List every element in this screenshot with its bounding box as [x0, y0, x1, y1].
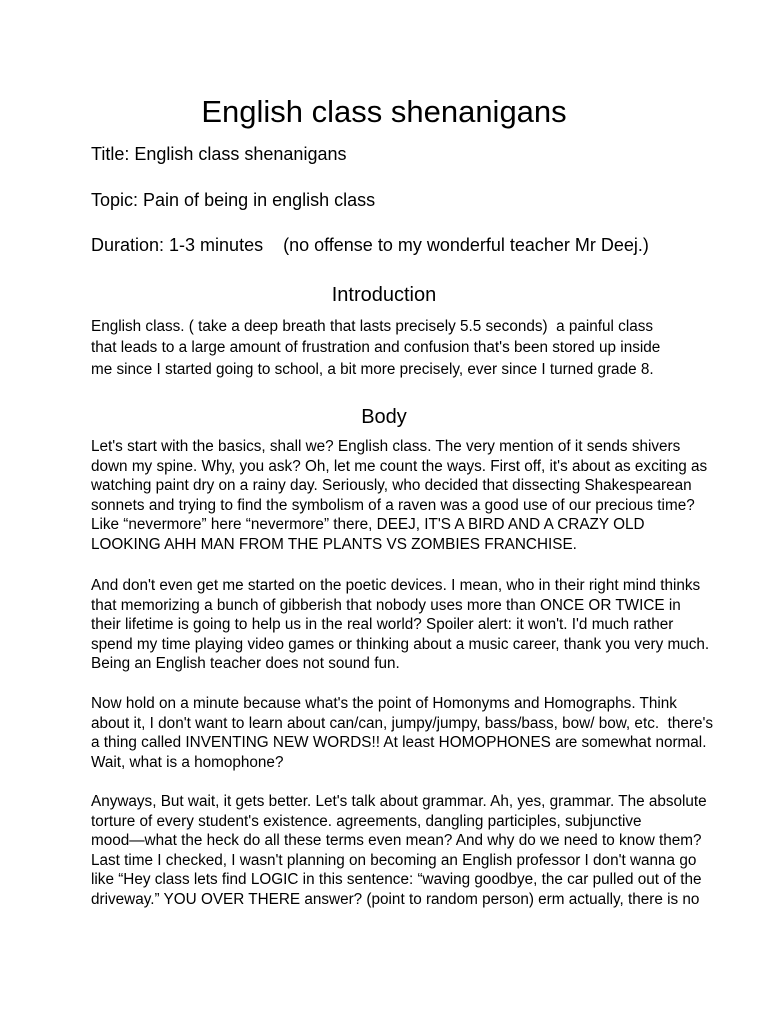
text-line: Let's start with the basics, shall we? English class. The very mention of it sends shivers	[91, 438, 681, 455]
text-line: LOOKING AHH MAN FROM THE PLANTS VS ZOMBIES FRANCHISE.	[91, 535, 577, 553]
text-line: English class. ( take a deep breath that lasts precisely 5.5 seconds) a painful class	[91, 318, 654, 335]
text-line: that memorizing a bunch of gibberish that nobody uses more than ONCE OR TWICE in	[91, 596, 681, 614]
text-line: And don't even get me started on the poetic devices. I mean, who in their right mind thinks	[91, 577, 701, 594]
body-paragraph-4	[91, 792, 707, 910]
body-paragraph-1	[91, 437, 708, 555]
document-title: English class shenanigans	[201, 94, 567, 129]
text-line: me since I started going to school, a bit more precisely, ever since I turned grade 8.	[91, 360, 654, 378]
text-line: Last time I checked, I wasn't planning on becoming an English professor I don't wanna go	[91, 851, 697, 869]
meta-title-line: Title: English class shenanigans	[91, 144, 347, 164]
text-line: Being an English teacher does not sound fun.	[91, 655, 400, 673]
text-line: down my spine. Why, you ask? Oh, let me count the ways. First off, it's about as exciting as	[91, 457, 708, 475]
meta-topic-line: Topic: Pain of being in english class	[91, 190, 376, 210]
text-line: about it, I don't want to learn about can/can, jumpy/jumpy, bass/bass, bow/ bow, etc. there's	[91, 714, 714, 732]
text-line: driveway.” YOU OVER THERE answer? (point to random person) erm actually, there is no	[91, 890, 700, 908]
text-line: Like “nevermore” here “nevermore” there, DEEJ, IT'S A BIRD AND A CRAZY OLD	[91, 516, 645, 534]
text-line: like “Hey class lets find LOGIC in this sentence: “waving goodbye, the car pulled out of the	[91, 871, 702, 889]
text-line: Wait, what is a homophone?	[91, 753, 284, 771]
text-line: spend my time playing video games or thinking about a music career, thank you very much.	[91, 635, 710, 653]
body-paragraph-3	[91, 694, 714, 772]
body-paragraph-2	[91, 576, 710, 674]
text-line: watching paint dry on a rainy day. Seriously, who decided that dissecting Shakespearean	[91, 477, 692, 495]
text-line: Anyways, But wait, it gets better. Let's talk about grammar. Ah, yes, grammar. The absolute	[91, 793, 707, 810]
body-heading: Body	[361, 406, 407, 428]
text-line: a thing called INVENTING NEW WORDS!! At least HOMOPHONES are somewhat normal.	[91, 734, 707, 752]
text-line: Now hold on a minute because what's the point of Homonyms and Homographs. Think	[91, 695, 677, 712]
introduction-heading: Introduction	[331, 284, 437, 306]
introduction-paragraph	[91, 316, 691, 380]
meta-duration-line: Duration: 1-3 minutes (no offense to my wonderful teacher Mr Deej.)	[91, 235, 649, 255]
text-line: sonnets and trying to find the symbolism of a raven was a good use of our precious time?	[91, 496, 695, 514]
text-line: that leads to a large amount of frustration and confusion that's been stored up inside	[91, 339, 661, 357]
text-line: torture of every student's existence. agreements, dangling participles, subjunctive	[91, 812, 642, 830]
text-line: their lifetime is going to help us in the real world? Spoiler alert: it won't. I'd much rather	[91, 616, 674, 634]
text-line: mood—what the heck do all these terms even mean? And why do we need to know them?	[91, 832, 702, 850]
